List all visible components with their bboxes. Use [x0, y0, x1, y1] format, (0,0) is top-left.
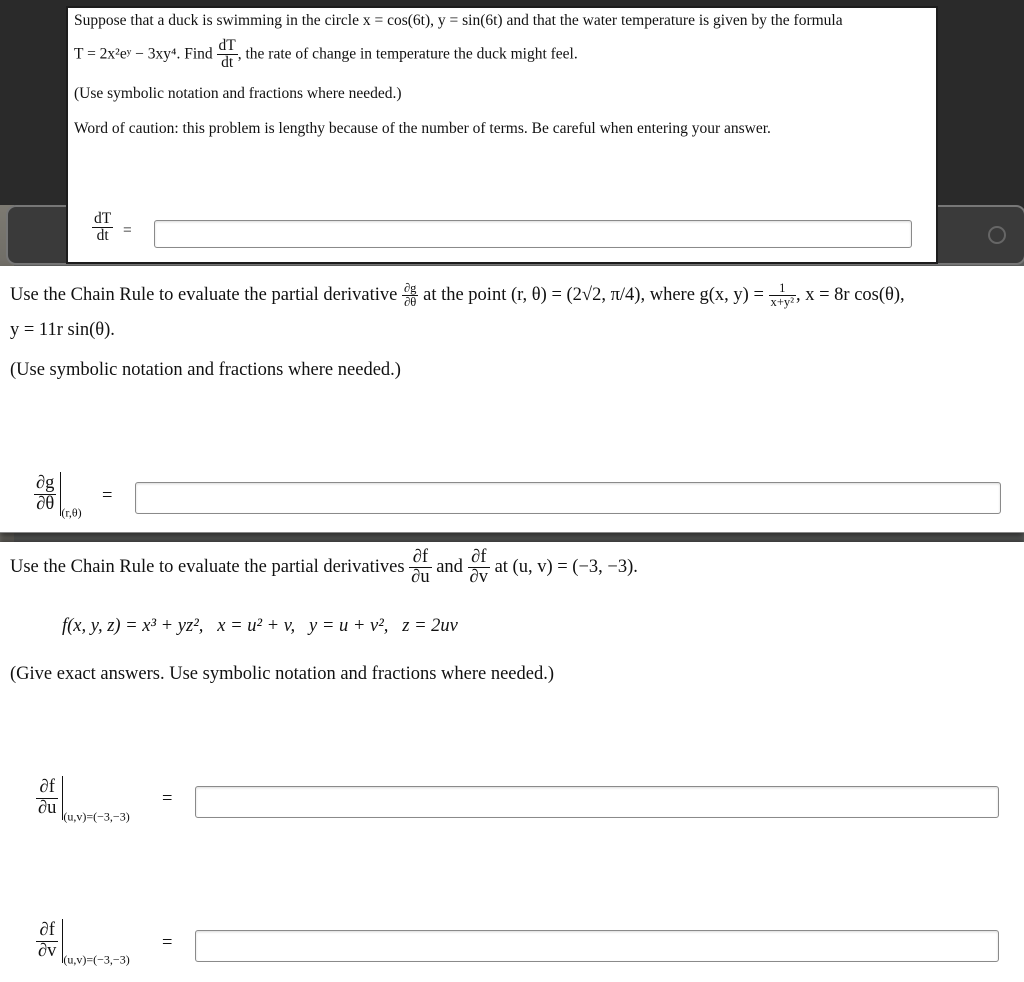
label-numerator: ∂g — [36, 473, 55, 494]
question-text-start: Use the Chain Rule to evaluate the partial derivatives — [10, 557, 405, 578]
question-line-1: Suppose that a duck is swimming in the circle x = cos(6t), y = sin(6t) and that the water temperature is given by the formula — [74, 12, 843, 29]
answer-input-dT-dt[interactable] — [154, 220, 912, 248]
question-note: (Use symbolic notation and fractions where needed.) — [10, 360, 401, 380]
question-line-1 — [10, 282, 905, 309]
question-note: (Give exact answers. Use symbolic notation and fractions where needed.) — [10, 664, 555, 684]
answer-label — [92, 211, 113, 245]
label-numerator: dT — [94, 210, 112, 227]
label-denominator: dt — [96, 227, 109, 245]
partial-f-v — [468, 548, 490, 588]
search-icon — [988, 226, 1006, 244]
equals-sign: = — [162, 933, 173, 953]
label-denominator: ∂u — [38, 797, 57, 818]
partial-f-u-label — [36, 778, 58, 818]
label-numerator: ∂f — [36, 921, 58, 941]
evaluation-point: (r,θ) — [61, 505, 82, 520]
partial-numerator: ∂f — [409, 548, 431, 568]
answer-input-partial-f-v[interactable] — [195, 930, 999, 962]
question-chain-rule-f-panel — [0, 542, 1024, 982]
find-text: Find — [184, 45, 213, 63]
partial-f-u — [409, 548, 431, 588]
answer-input-partial-f-u[interactable] — [195, 786, 999, 818]
rate-text: , the rate of change in temperature the duck might feel. — [237, 45, 578, 63]
dT-dt-label — [92, 211, 113, 245]
question-caution: Word of caution: this problem is lengthy because of the number of terms. Be careful when entering your answer. — [74, 120, 771, 137]
partial-denominator: ∂θ — [404, 295, 417, 310]
question-chain-rule-g-panel — [0, 266, 1024, 533]
equals-sign: = — [123, 222, 132, 239]
equals-sign: = — [162, 789, 173, 809]
question-line-2: y = 11r sin(θ). — [10, 320, 115, 340]
fraction-numerator: dT — [218, 37, 236, 54]
question-note: (Use symbolic notation and fractions where needed.) — [74, 85, 402, 102]
function-definitions: f(x, y, z) = x³ + yz², x = u² + v, y = u + v², z = 2uv — [62, 616, 458, 636]
answer-label-u — [36, 776, 130, 824]
partial-numerator: ∂f — [468, 548, 490, 568]
partial-denominator: ∂u — [411, 567, 430, 588]
question-text-point: at (u, v) = (−3, −3). — [494, 557, 638, 578]
fraction-denominator: dt — [221, 54, 234, 72]
question-duck-panel — [68, 8, 936, 262]
label-numerator: ∂f — [36, 778, 58, 798]
question-text-point: at the point (r, θ) = (2√2, π/4), where g(x, y) = — [423, 284, 764, 305]
and-text: and — [436, 557, 463, 578]
question-text-x: , x = 8r cos(θ), — [795, 284, 905, 305]
temperature-formula: T = 2x²eʸ − 3xy⁴ — [74, 45, 177, 63]
question-line-1 — [10, 548, 638, 588]
g-numerator: 1 — [769, 282, 796, 296]
equals-sign: = — [102, 486, 113, 506]
g-fraction — [769, 282, 796, 309]
partial-g-theta-label — [34, 474, 56, 514]
dT-dt-fraction — [217, 38, 238, 72]
answer-label-v — [36, 919, 130, 967]
partial-f-v-label — [36, 921, 58, 961]
question-text-start: Use the Chain Rule to evaluate the partial derivative — [10, 284, 398, 305]
answer-input-partial-g[interactable] — [135, 482, 1001, 514]
partial-denominator: ∂v — [469, 567, 488, 588]
label-denominator: ∂v — [38, 940, 57, 961]
evaluation-point: (u,v)=(−3,−3) — [63, 809, 130, 824]
evaluation-point: (u,v)=(−3,−3) — [63, 952, 130, 967]
partial-numerator: ∂g — [403, 281, 417, 295]
partial-g-theta — [402, 282, 419, 309]
g-denominator: x+y² — [770, 295, 794, 310]
answer-label — [34, 472, 82, 520]
label-denominator: ∂θ — [36, 493, 55, 514]
question-line-2: T = 2x²eʸ − 3xy⁴. Find $\frac{dT}{dt}$ , the rate of change in temperature the duck might feel. — [74, 37, 578, 72]
